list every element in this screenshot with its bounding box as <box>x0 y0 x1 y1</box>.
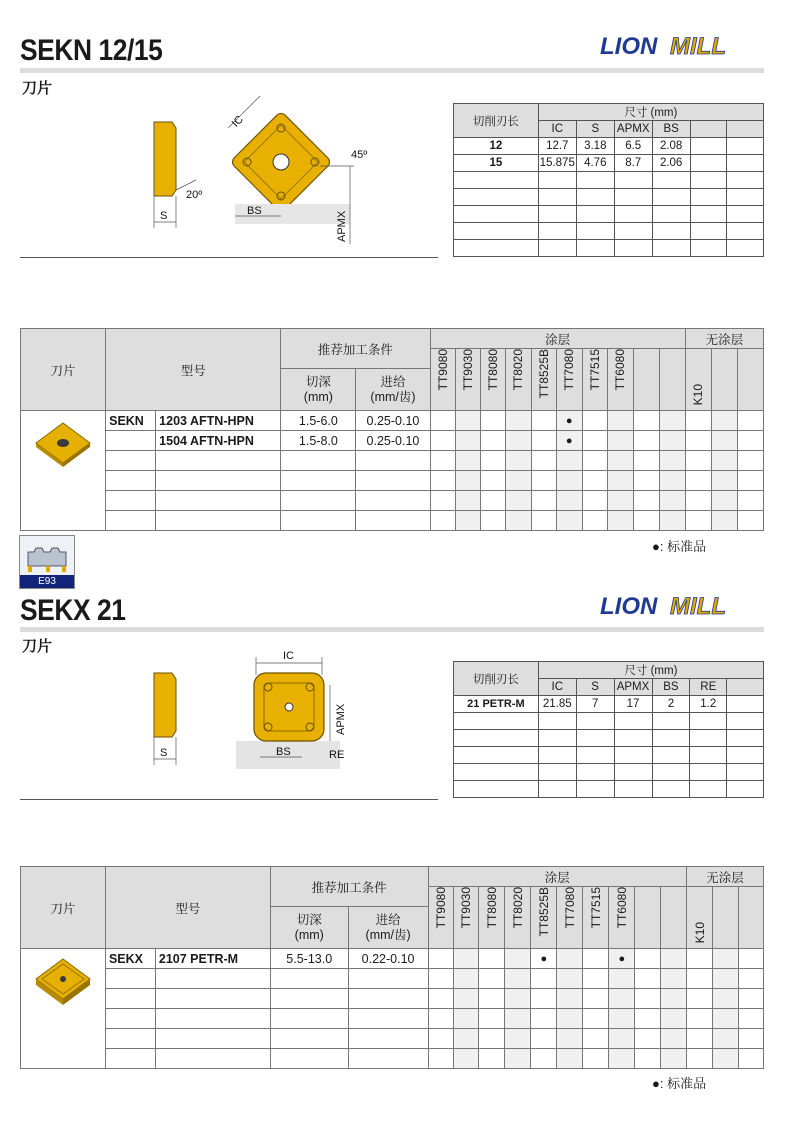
table-row: SEKX 2107 PETR-M 5.5-13.0 0.22-0.10 ● ● <box>21 949 764 969</box>
model-cell: 1203 AFTN-HPN <box>156 411 281 431</box>
sekx-insert-drawing <box>140 645 360 770</box>
grade-label: TT7080 <box>562 349 577 391</box>
svg-text:IC: IC <box>283 650 294 662</box>
svg-text:LION: LION <box>600 33 658 60</box>
grade-label: TT6080 <box>614 887 629 929</box>
sekn-insert-drawing <box>140 92 380 252</box>
col-header: S <box>576 121 614 138</box>
grade-label: TT9080 <box>434 887 448 929</box>
header-uncoated: 无涂层 <box>687 867 764 887</box>
e93-badge <box>19 535 75 589</box>
sekx-selection-table <box>20 866 764 1069</box>
divider <box>20 799 438 800</box>
col-header: BS <box>652 679 690 696</box>
svg-text:MILL: MILL <box>670 593 726 620</box>
stock-mark: ● <box>531 949 557 969</box>
grade-label: TT8020 <box>511 349 526 391</box>
table-row: 12 12.7 3.18 6.5 2.08 <box>454 138 764 155</box>
stock-mark: ● <box>609 949 635 969</box>
header-coated: 涂层 <box>430 329 685 349</box>
header-insert: 刀片 <box>21 867 106 949</box>
header-insert: 刀片 <box>21 329 106 411</box>
grade-label: TT8525B <box>536 349 551 399</box>
header-size: 尺寸 (mm) <box>538 104 763 121</box>
sekn-dimension-table <box>453 103 764 257</box>
col-header: RE <box>690 679 727 696</box>
table-row: 1504 AFTN-HPN 1.5-8.0 0.25-0.10 ● <box>21 431 764 451</box>
grade-label: TT9030 <box>460 349 475 391</box>
sekx-dimension-table <box>453 661 764 798</box>
section-title: SEKX 21 <box>20 594 126 627</box>
header-rule <box>20 627 764 632</box>
grade-label: K10 <box>692 921 707 943</box>
badge-label: E93 <box>20 575 74 588</box>
col-header: BS <box>652 121 690 138</box>
header-feed: 进给 (mm/齿) <box>348 907 428 949</box>
legend-standard: ●: 标准品 <box>652 1076 707 1091</box>
svg-text:MILL: MILL <box>670 33 726 60</box>
header-doc: 切深 (mm) <box>281 369 356 411</box>
col-header: S <box>576 679 614 696</box>
svg-text:LION: LION <box>600 593 658 620</box>
header-model: 型号 <box>106 329 281 411</box>
svg-text:BS: BS <box>247 205 262 217</box>
header-doc: 切深 (mm) <box>270 907 348 949</box>
grade-label: TT7080 <box>562 887 577 929</box>
grade-label: K10 <box>691 383 706 405</box>
divider <box>20 257 438 258</box>
stock-mark: ● <box>556 411 582 431</box>
col-header: IC <box>538 121 576 138</box>
svg-text:20º: 20º <box>186 189 203 201</box>
header-conditions: 推荐加工条件 <box>270 867 428 907</box>
dim-s-label: S <box>160 210 168 222</box>
stock-mark: ● <box>556 431 582 451</box>
section-subtitle: 刀片 <box>22 80 53 97</box>
svg-text:RE: RE <box>329 749 345 761</box>
model-cell: 2107 PETR-M <box>155 949 270 969</box>
sekx-insert-image <box>28 955 98 1005</box>
header-feed: 进给 (mm/齿) <box>356 369 430 411</box>
header-uncoated: 无涂层 <box>685 329 763 349</box>
svg-text:45º: 45º <box>351 149 368 161</box>
sekn-insert-image <box>28 417 98 467</box>
header-conditions: 推荐加工条件 <box>281 329 430 369</box>
svg-text:S: S <box>160 747 168 759</box>
svg-text:APMX: APMX <box>335 703 347 735</box>
table-row: SEKN 1203 AFTN-HPN 1.5-6.0 0.25-0.10 ● <box>21 411 764 431</box>
table-row: 21 PETR-M 21.85 7 17 2 1.2 <box>454 696 764 713</box>
col-header: APMX <box>614 121 652 138</box>
table-row: 15 15.875 4.76 8.7 2.06 <box>454 155 764 172</box>
header-rule <box>20 68 764 73</box>
lionmill-logo <box>598 590 764 625</box>
header-spec: 切削刃长 <box>454 104 539 138</box>
grade-label: TT9030 <box>459 887 474 929</box>
svg-text:BS: BS <box>276 746 291 758</box>
header-coated: 涂层 <box>428 867 687 887</box>
col-header: APMX <box>614 679 652 696</box>
model-cell: 1504 AFTN-HPN <box>156 431 281 451</box>
legend-standard: ●: 标准品 <box>652 539 707 554</box>
grade-label: TT8080 <box>485 349 500 391</box>
header-size: 尺寸 (mm) <box>538 662 763 679</box>
svg-text:IC: IC <box>229 113 246 130</box>
header-model: 型号 <box>105 867 270 949</box>
grade-label: TT8020 <box>510 887 525 929</box>
grade-label: TT9080 <box>435 349 450 391</box>
sekn-selection-table <box>20 328 764 531</box>
grade-label: TT7515 <box>588 887 603 929</box>
svg-text:APMX: APMX <box>336 210 348 242</box>
lionmill-logo <box>598 30 764 65</box>
grade-label: TT8080 <box>484 887 499 929</box>
section-subtitle: 刀片 <box>22 638 53 655</box>
page-title: SEKN 12/15 <box>20 34 163 67</box>
grade-label: TT8525B <box>536 887 551 937</box>
header-spec: 切削刃长 <box>454 662 539 696</box>
grade-label: TT7515 <box>587 349 602 391</box>
grade-label: TT6080 <box>613 349 628 391</box>
col-header: IC <box>538 679 576 696</box>
